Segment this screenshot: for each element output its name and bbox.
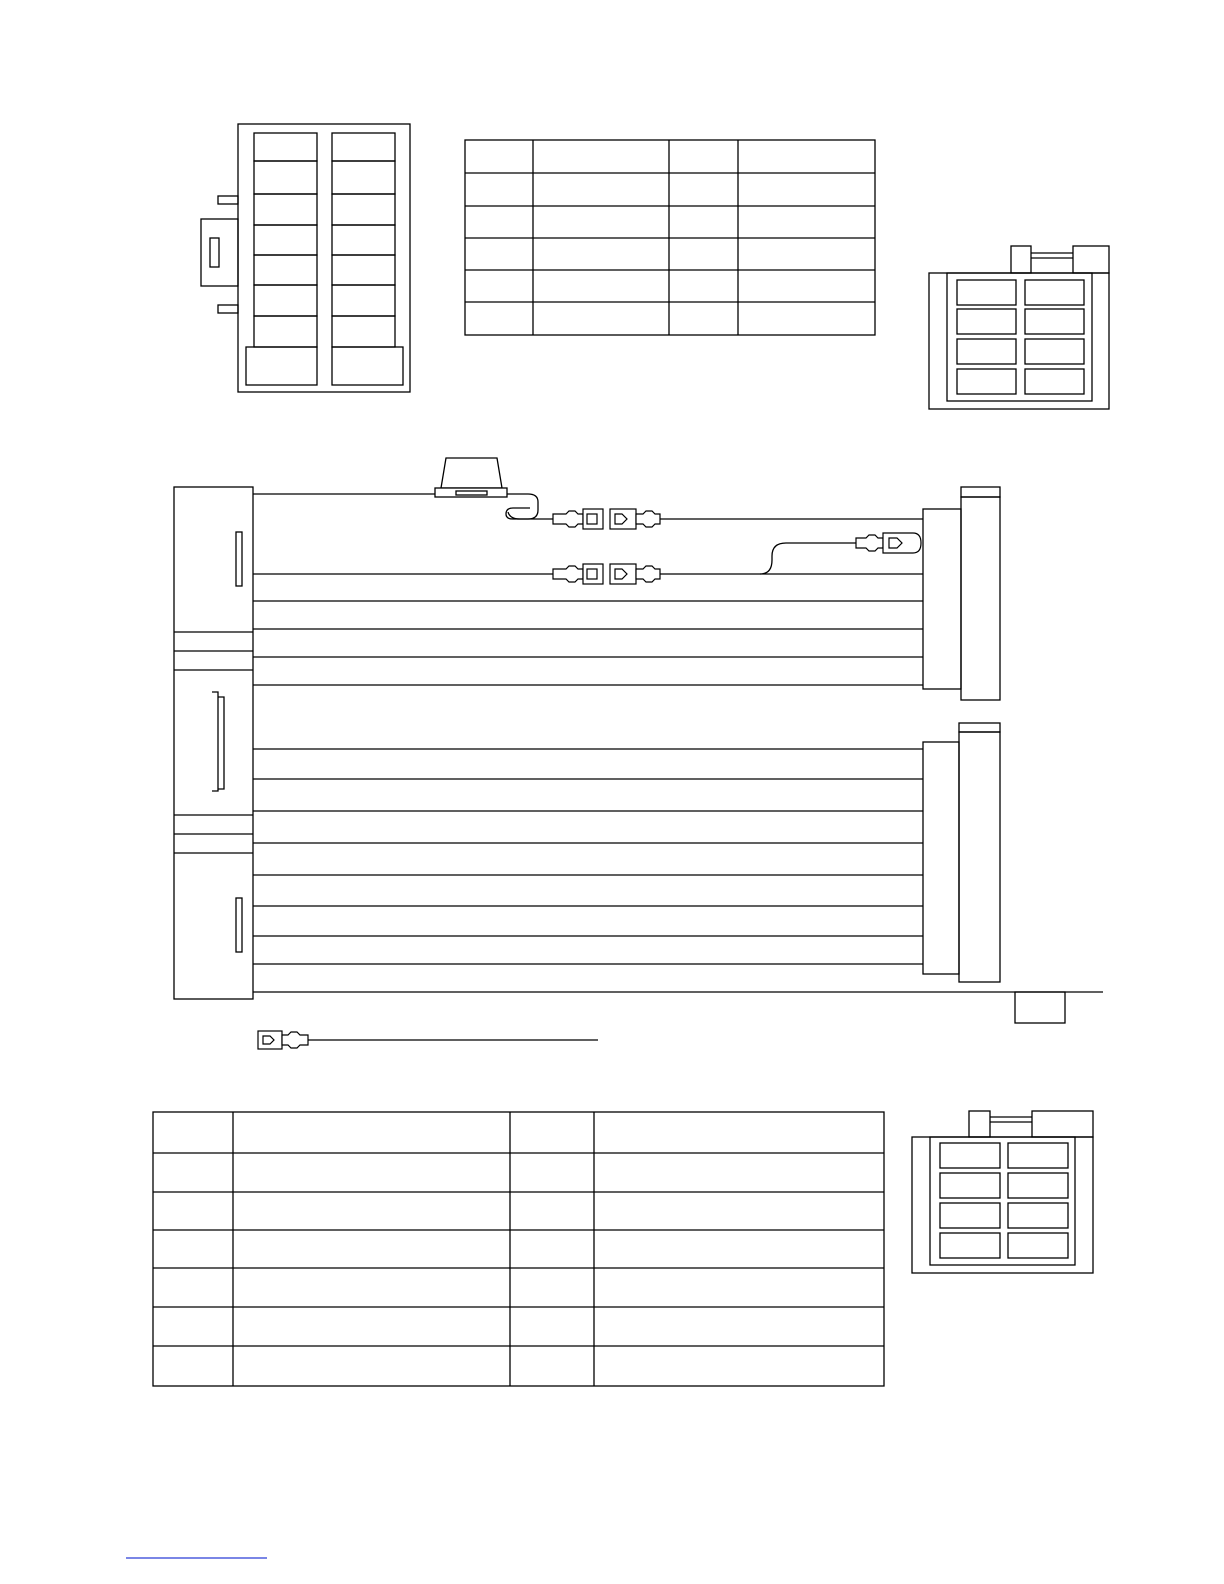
- pin-cell: [254, 161, 317, 194]
- harness-left-plug: [174, 487, 253, 999]
- connector-8pin-top: [929, 246, 1109, 409]
- pin-table-top: [465, 140, 875, 335]
- female-spade-terminal: [610, 564, 660, 584]
- pin-cell: [1025, 339, 1084, 364]
- pin-cell: [957, 339, 1016, 364]
- connector-16pin-housing: [238, 124, 410, 392]
- fuse-blade: [456, 491, 487, 495]
- pin-cell: [957, 369, 1016, 394]
- pin-cell: [332, 255, 395, 285]
- female-spade-terminal: [610, 509, 660, 529]
- pin-cell: [254, 133, 317, 161]
- pin-cell: [1025, 309, 1084, 334]
- female-spade-terminal: [258, 1031, 308, 1049]
- connector-16pin-latch-inner: [210, 238, 219, 267]
- connector-16pin-tab-bottom: [218, 305, 238, 313]
- inline-fuse-holder: [435, 458, 507, 497]
- connector-16pin-cells: [246, 133, 403, 385]
- connector-8pin-inner: [930, 1137, 1075, 1265]
- plug-bracket: [212, 692, 218, 791]
- pin-cell: [332, 194, 395, 225]
- connector-16pin-tab-top: [218, 196, 238, 204]
- pin-cell: [1008, 1233, 1068, 1258]
- connector-16pin: [201, 124, 410, 392]
- connector-8pin-latch-right: [1073, 246, 1109, 273]
- wire-fused-out: [508, 512, 553, 519]
- harness-right-connectors: [923, 487, 1065, 1023]
- pin-cell: [1025, 369, 1084, 394]
- pin-cell: [940, 1173, 1000, 1198]
- pin-cell: [940, 1203, 1000, 1228]
- pin-cell: [1008, 1203, 1068, 1228]
- pin-cell: [940, 1143, 1000, 1168]
- female-spade-terminal: [856, 533, 921, 553]
- pin-cell: [1008, 1173, 1068, 1198]
- pin-cell: [254, 194, 317, 225]
- fuse-cap: [441, 458, 502, 488]
- wire-branch: [760, 543, 856, 574]
- plug-bracket: [218, 697, 224, 789]
- plug-latch-slot: [236, 532, 242, 586]
- male-spade-terminal: [553, 564, 603, 584]
- connector-8pin-inner: [947, 273, 1092, 401]
- connector-8pin-latch-left: [969, 1111, 990, 1137]
- pin-cell: [254, 285, 317, 316]
- pin-cell: [940, 1233, 1000, 1258]
- ground-block: [1015, 992, 1065, 1023]
- pin-cell: [1025, 280, 1084, 305]
- pin-cell: [332, 133, 395, 161]
- pin-cell: [246, 347, 317, 385]
- pin-cell: [332, 161, 395, 194]
- pin-cell: [957, 280, 1016, 305]
- pin-cell: [1008, 1143, 1068, 1168]
- pin-cell: [332, 316, 395, 347]
- right-plug-upper-face: [923, 509, 961, 689]
- right-plug-upper-cap: [961, 487, 1000, 497]
- plug-latch-slot: [236, 898, 242, 952]
- wire-fused: [253, 494, 538, 519]
- connector-8pin-bottom: [912, 1111, 1093, 1273]
- pin-cell: [332, 347, 403, 385]
- right-plug-lower-cap: [959, 723, 1000, 732]
- connector-8pin-latch-left: [1011, 246, 1031, 273]
- pin-cell: [254, 316, 317, 347]
- right-plug-lower-body: [959, 732, 1000, 982]
- right-plug-lower-face: [923, 742, 959, 974]
- pin-table-bottom: [153, 1112, 884, 1386]
- pin-cell: [957, 309, 1016, 334]
- harness-wires: [253, 494, 1103, 1040]
- connector-8pin-housing: [929, 273, 1109, 409]
- pin-cell: [332, 225, 395, 255]
- pin-cell: [332, 285, 395, 316]
- plug-body: [174, 487, 253, 999]
- right-plug-upper-body: [961, 497, 1000, 700]
- male-spade-terminal: [553, 509, 603, 529]
- connector-8pin-housing: [912, 1137, 1093, 1273]
- connector-8pin-latch-right: [1032, 1111, 1093, 1137]
- pin-cell: [254, 225, 317, 255]
- pin-cell: [254, 255, 317, 285]
